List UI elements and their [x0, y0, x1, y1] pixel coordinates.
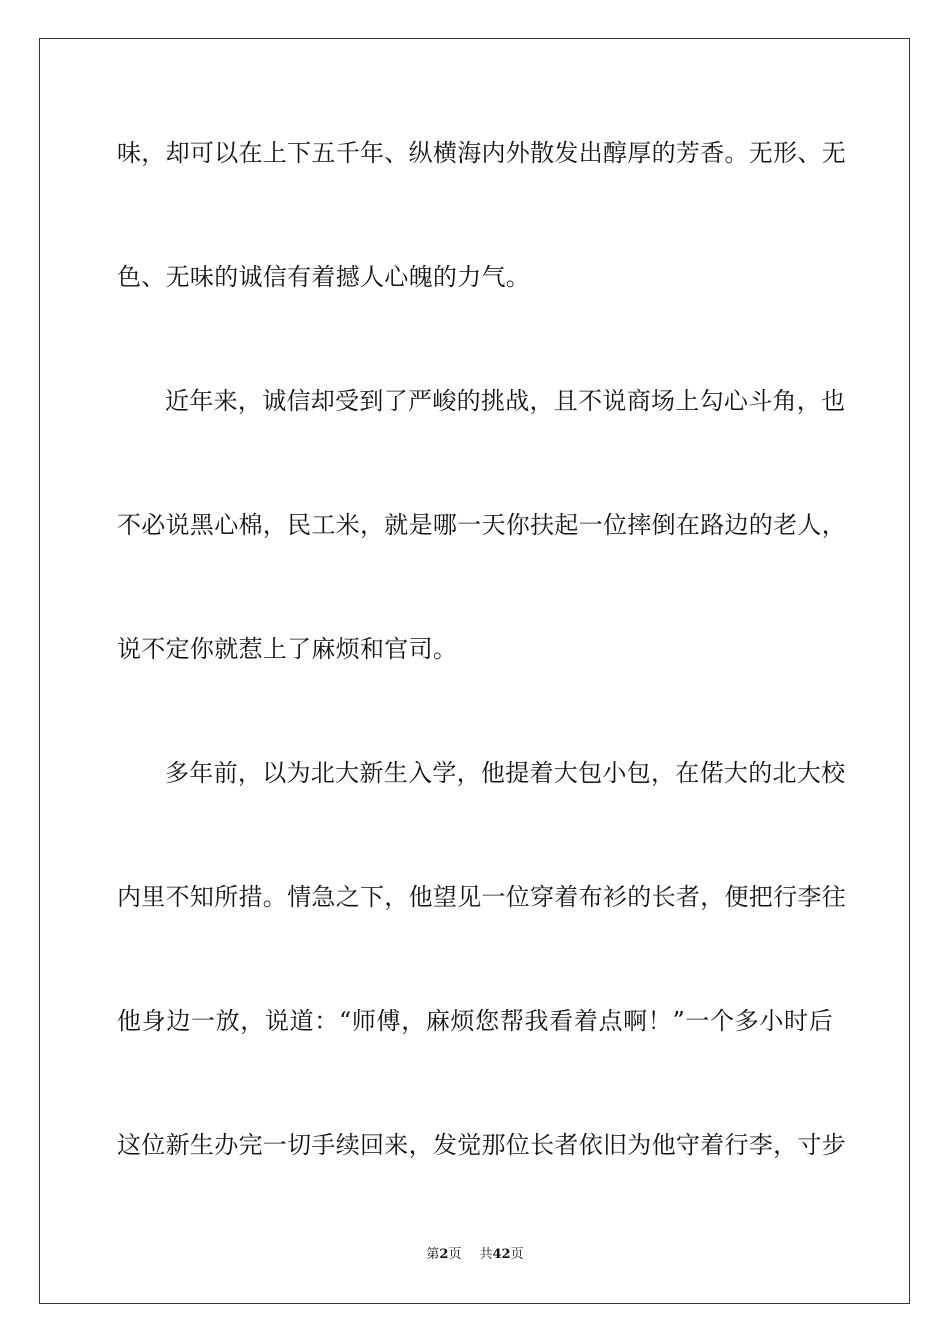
paragraph-line: 他身边一放，说道：“师傅，麻烦您帮我看着点啊！”一个多小时后 [117, 1007, 833, 1035]
paragraph-line: 内里不知所措。情急之下，他望见一位穿着布衫的长者，便把行李往 [117, 883, 846, 911]
total-suffix: 页 [510, 1247, 524, 1262]
page-suffix: 页 [448, 1247, 462, 1262]
paragraph-line: 多年前，以为北大新生入学，他提着大包小包，在偌大的北大校 [165, 759, 846, 787]
paragraph-line: 说不定你就惹上了麻烦和官司。 [117, 635, 458, 663]
page-footer [0, 1246, 950, 1264]
page-number: 2 [439, 1247, 449, 1262]
paragraph-line: 近年来，诚信却受到了严峻的挑战，且不说商场上勾心斗角，也 [165, 387, 846, 415]
page-border [39, 38, 910, 1304]
paragraph-line: 不必说黑心棉，民工米，就是哪一天你扶起一位摔倒在路边的老人， [117, 511, 846, 539]
page-prefix: 第 [426, 1247, 440, 1262]
paragraph-line: 这位新生办完一切手续回来，发觉那位长者依旧为他守着行李，寸步 [117, 1131, 846, 1159]
paragraph-line: 味，却可以在上下五千年、纵横海内外散发出醇厚的芳香。无形、无 [117, 139, 846, 167]
paragraph-line: 色、无味的诚信有着撼人心魄的力气。 [117, 263, 531, 291]
total-prefix: 共 [479, 1247, 493, 1262]
total-pages: 42 [492, 1247, 511, 1262]
